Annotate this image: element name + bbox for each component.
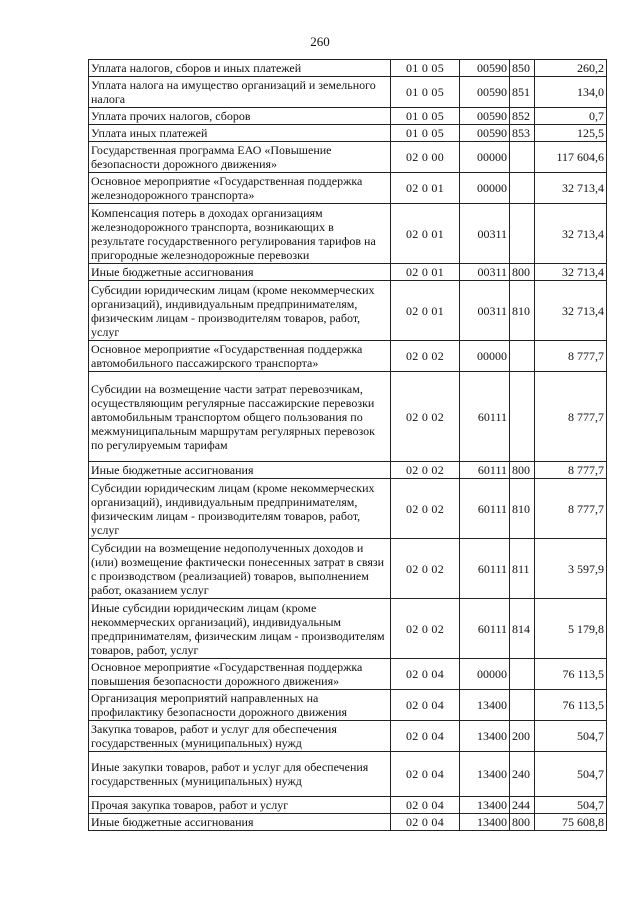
row-amount: 125,5: [535, 125, 607, 142]
row-direction-code: 00590: [460, 108, 510, 125]
row-expense-type: 851: [510, 77, 535, 108]
table-row: [89, 599, 607, 659]
table-row: [89, 281, 607, 341]
row-direction-code: 00311: [460, 281, 510, 341]
row-expense-type: 810: [510, 479, 535, 539]
table-row: [89, 479, 607, 539]
row-name: Субсидии юридическим лицам (кроме некоммерческих организаций), индивидуальным предпринимателям, физическим лицам - производителям товаров, работ, услуг: [89, 281, 391, 341]
table-row: [89, 814, 607, 831]
row-expense-type: 800: [510, 814, 535, 831]
row-direction-code: 00590: [460, 125, 510, 142]
row-direction-code: 00000: [460, 173, 510, 204]
row-program-code: 02 0 00: [391, 142, 460, 173]
row-program-code: 02 0 02: [391, 539, 460, 599]
row-name: Уплата налогов, сборов и иных платежей: [89, 60, 391, 77]
row-direction-code: 60111: [460, 599, 510, 659]
row-name: Иные бюджетные ассигнования: [89, 264, 391, 281]
row-program-code: 02 0 04: [391, 797, 460, 814]
row-program-code: 02 0 04: [391, 814, 460, 831]
row-program-code: 01 0 05: [391, 125, 460, 142]
row-expense-type: 800: [510, 462, 535, 479]
row-program-code: 02 0 01: [391, 204, 460, 264]
row-program-code: 02 0 01: [391, 281, 460, 341]
row-name: Иные бюджетные ассигнования: [89, 814, 391, 831]
row-expense-type: [510, 204, 535, 264]
row-amount: 504,7: [535, 797, 607, 814]
row-name: Иные закупки товаров, работ и услуг для обеспечения государственных (муниципальных) нужд: [89, 752, 391, 797]
row-expense-type: [510, 341, 535, 372]
row-amount: 75 608,8: [535, 814, 607, 831]
table-row: [89, 372, 607, 462]
row-expense-type: 811: [510, 539, 535, 599]
row-amount: 8 777,7: [535, 479, 607, 539]
row-name: Государственная программа ЕАО «Повышение безопасности дорожного движения»: [89, 142, 391, 173]
row-amount: 117 604,6: [535, 142, 607, 173]
row-program-code: 02 0 01: [391, 264, 460, 281]
row-direction-code: 00000: [460, 341, 510, 372]
row-direction-code: 60111: [460, 479, 510, 539]
table-row: [89, 173, 607, 204]
table-row: [89, 264, 607, 281]
table-row: [89, 797, 607, 814]
row-name: Закупка товаров, работ и услуг для обеспечения государственных (муниципальных) нужд: [89, 721, 391, 752]
row-program-code: 02 0 02: [391, 479, 460, 539]
table-row: [89, 539, 607, 599]
table-row: [89, 659, 607, 690]
row-expense-type: [510, 173, 535, 204]
row-expense-type: [510, 690, 535, 721]
row-program-code: 02 0 02: [391, 462, 460, 479]
row-direction-code: 60111: [460, 539, 510, 599]
row-expense-type: 853: [510, 125, 535, 142]
row-name: Уплата налога на имущество организаций и земельного налога: [89, 77, 391, 108]
row-name: Основное мероприятие «Государственная поддержка повышения безопасности дорожного движения»: [89, 659, 391, 690]
table-row: [89, 60, 607, 77]
row-expense-type: 814: [510, 599, 535, 659]
row-direction-code: 00590: [460, 60, 510, 77]
row-name: Организация мероприятий направленных на профилактику безопасности дорожного движения: [89, 690, 391, 721]
row-expense-type: 200: [510, 721, 535, 752]
row-name: Иные субсидии юридическим лицам (кроме некоммерческих организаций), индивидуальным предпринимателям, физическим лицам - производителям товаров, работ, услуг: [89, 599, 391, 659]
row-name: Субсидии юридическим лицам (кроме некоммерческих организаций), индивидуальным предпринимателям, физическим лицам - производителям товаров, работ, услуг: [89, 479, 391, 539]
row-expense-type: 850: [510, 60, 535, 77]
row-direction-code: 60111: [460, 372, 510, 462]
row-direction-code: 00311: [460, 264, 510, 281]
row-amount: 76 113,5: [535, 659, 607, 690]
row-program-code: 02 0 02: [391, 599, 460, 659]
row-direction-code: 60111: [460, 462, 510, 479]
table-row: [89, 462, 607, 479]
row-name: Субсидии на возмещение части затрат перевозчикам, осуществляющим регулярные пассажирские перевозки автомобильным транспортом общего пользования по межмуниципальным маршрутам регулярных перевозок по регулируемым тарифам: [89, 372, 391, 462]
row-program-code: 01 0 05: [391, 77, 460, 108]
row-expense-type: 244: [510, 797, 535, 814]
row-expense-type: [510, 142, 535, 173]
row-program-code: 01 0 05: [391, 60, 460, 77]
table-row: [89, 77, 607, 108]
row-amount: 8 777,7: [535, 372, 607, 462]
row-amount: 32 713,4: [535, 204, 607, 264]
row-amount: 32 713,4: [535, 173, 607, 204]
row-name: Основное мероприятие «Государственная поддержка железнодорожного транспорта»: [89, 173, 391, 204]
table-row: [89, 752, 607, 797]
row-amount: 134,0: [535, 77, 607, 108]
budget-table-body: [89, 60, 607, 831]
row-direction-code: 13400: [460, 814, 510, 831]
row-name: Субсидии на возмещение недополученных доходов и (или) возмещение фактически понесенных затрат в связи с производством (реализацией) товаров, выполнением работ, оказанием услуг: [89, 539, 391, 599]
row-expense-type: [510, 372, 535, 462]
row-program-code: 02 0 04: [391, 721, 460, 752]
row-program-code: 02 0 04: [391, 690, 460, 721]
row-amount: 504,7: [535, 721, 607, 752]
row-amount: 8 777,7: [535, 462, 607, 479]
table-row: [89, 125, 607, 142]
row-amount: 0,7: [535, 108, 607, 125]
table-row: [89, 142, 607, 173]
row-name: Прочая закупка товаров, работ и услуг: [89, 797, 391, 814]
budget-table: [88, 59, 607, 831]
table-row: [89, 690, 607, 721]
row-program-code: 02 0 01: [391, 173, 460, 204]
row-expense-type: 800: [510, 264, 535, 281]
row-amount: 32 713,4: [535, 264, 607, 281]
row-amount: 8 777,7: [535, 341, 607, 372]
row-direction-code: 00000: [460, 142, 510, 173]
row-direction-code: 13400: [460, 721, 510, 752]
row-direction-code: 00000: [460, 659, 510, 690]
row-amount: 3 597,9: [535, 539, 607, 599]
row-program-code: 02 0 02: [391, 372, 460, 462]
table-row: [89, 204, 607, 264]
row-direction-code: 13400: [460, 752, 510, 797]
row-amount: 5 179,8: [535, 599, 607, 659]
row-expense-type: 810: [510, 281, 535, 341]
row-expense-type: 852: [510, 108, 535, 125]
row-direction-code: 00311: [460, 204, 510, 264]
row-name: Компенсация потерь в доходах организациям железнодорожного транспорта, возникающих в результате государственного регулирования тарифов на пригородные железнодорожные перевозки: [89, 204, 391, 264]
row-program-code: 01 0 05: [391, 108, 460, 125]
page-number: 260: [310, 34, 330, 49]
row-name: Уплата иных платежей: [89, 125, 391, 142]
row-name: Основное мероприятие «Государственная поддержка автомобильного пассажирского транспорта»: [89, 341, 391, 372]
row-direction-code: 13400: [460, 797, 510, 814]
row-direction-code: 13400: [460, 690, 510, 721]
row-expense-type: [510, 659, 535, 690]
table-row: [89, 721, 607, 752]
row-program-code: 02 0 02: [391, 341, 460, 372]
row-amount: 260,2: [535, 60, 607, 77]
row-program-code: 02 0 04: [391, 752, 460, 797]
row-amount: 32 713,4: [535, 281, 607, 341]
row-amount: 504,7: [535, 752, 607, 797]
table-row: [89, 341, 607, 372]
row-amount: 76 113,5: [535, 690, 607, 721]
row-expense-type: 240: [510, 752, 535, 797]
row-program-code: 02 0 04: [391, 659, 460, 690]
row-name: Уплата прочих налогов, сборов: [89, 108, 391, 125]
row-name: Иные бюджетные ассигнования: [89, 462, 391, 479]
table-row: [89, 108, 607, 125]
row-direction-code: 00590: [460, 77, 510, 108]
